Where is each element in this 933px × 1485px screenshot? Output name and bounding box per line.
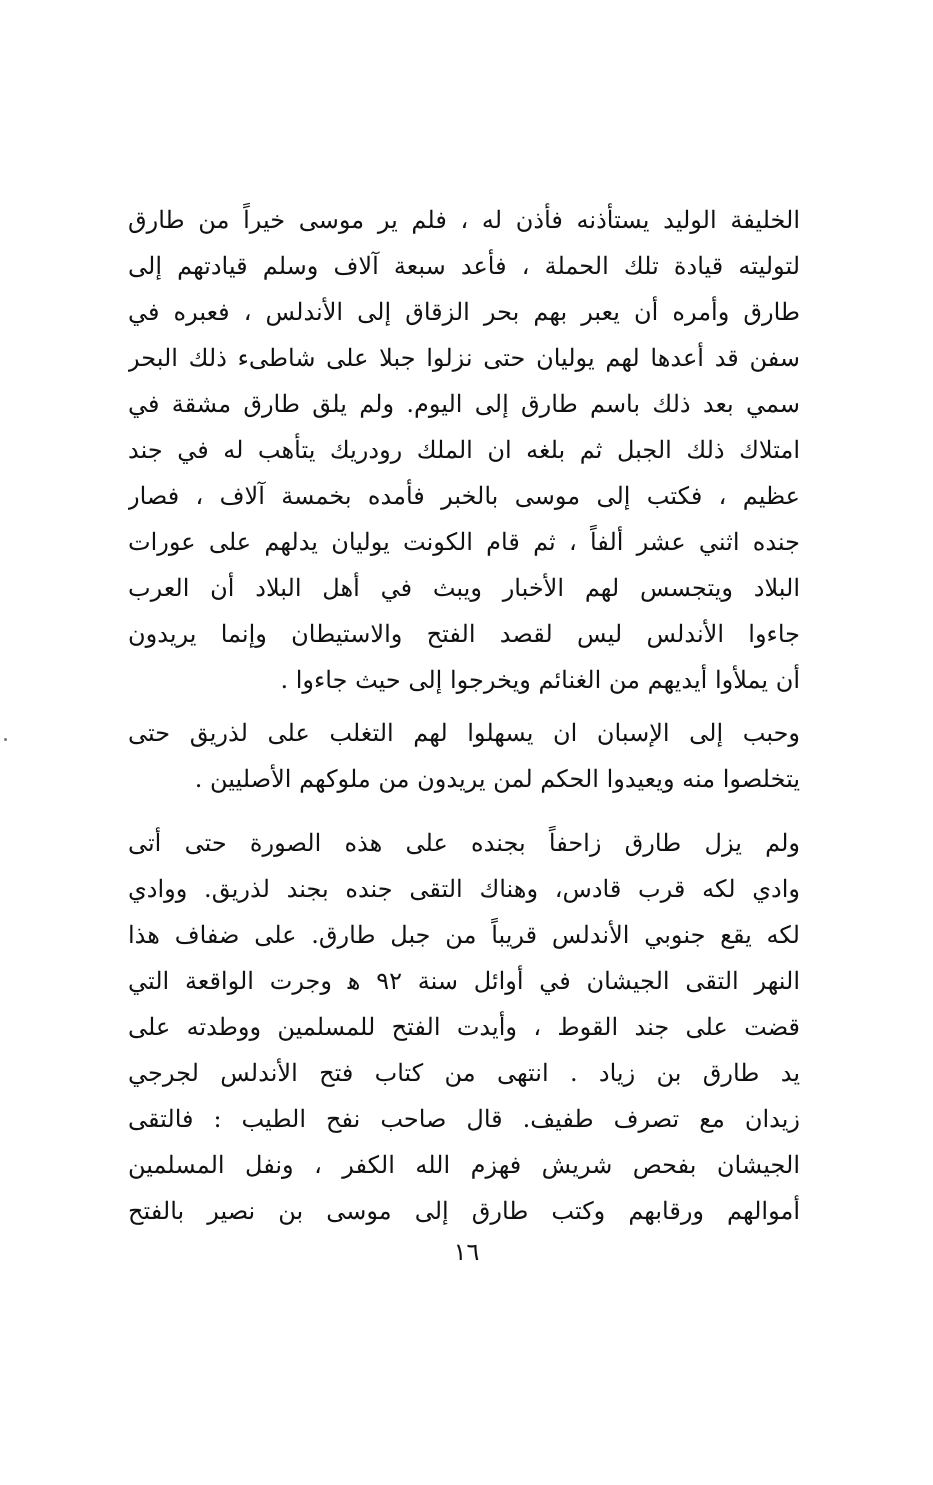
text-line: سفن قد أعدها لهم يوليان حتى نزلوا جبلا على شاطىء ذلك البحر [128,344,800,372]
text-line: يد طارق بن زياد . انتهى من كتاب فتح الأندلس لجرجي [128,1059,800,1087]
text-line: وادي لكه قرب قادس، وهناك التقى جنده بجند لذريق. ووادي [128,875,800,903]
page-number: ١٦ [453,1238,480,1266]
text-line: أموالهم ورقابهم وكتب طارق إلى موسى بن نصير بالفتح [128,1197,800,1225]
text-line: لتوليته قيادة تلك الحملة ، فأعد سبعة آلاف وسلم قيادتهم إلى [128,252,800,280]
paragraph-1 [128,197,800,703]
text-line: قضت على جند القوط ، وأيدت الفتح للمسلمين ووطدته على [128,1013,800,1041]
paragraph-3 [128,820,800,1234]
text-line: النهر التقى الجيشان في أوائل سنة ٩٢ ﻫ وجرت الواقعة التي [128,967,800,995]
text-line: الجيشان بفحص شريش فهزم الله الكفر ، ونفل المسلمين [128,1151,800,1179]
text-line: البلاد ويتجسس لهم الأخبار ويبث في أهل البلاد أن العرب [128,574,800,602]
text-line: لكه يقع جنوبي الأندلس قريباً من جبل طارق. على ضفاف هذا [128,921,800,949]
text-line: أن يملأوا أيديهم من الغنائم ويخرجوا إلى حيث جاءوا . [280,666,800,694]
text-line: جنده اثني عشر ألفاً ، ثم قام الكونت يوليان يدلهم على عورات [128,528,800,556]
text-line: زيدان مع تصرف طفيف. قال صاحب نفح الطيب : فالتقى [128,1105,800,1133]
text-line: عظيم ، فكتب إلى موسى بالخبر فأمده بخمسة آلاف ، فصار [128,482,800,510]
text-line: طارق وأمره أن يعبر بهم بحر الزقاق إلى الأندلس ، فعبره في [128,298,800,326]
text-line: سمي بعد ذلك باسم طارق إلى اليوم. ولم يلق طارق مشقة في [128,390,800,418]
text-line: وحبب إلى الإسبان ان يسهلوا لهم التغلب على لذريق حتى [128,719,800,747]
text-line: امتلاك ذلك الجبل ثم بلغه ان الملك رودريك يتأهب له في جند [128,436,800,464]
margin-speck [4,738,7,741]
text-line: جاءوا الأندلس ليس لقصد الفتح والاستيطان وإنما يريدون [128,620,800,648]
paragraph-2 [128,710,800,802]
text-line: ولم يزل طارق زاحفاً بجنده على هذه الصورة حتى أتى [128,829,800,857]
text-line: يتخلصوا منه ويعيدوا الحكم لمن يريدون من ملوكهم الأصليين . [194,765,800,793]
text-line: الخليفة الوليد يستأذنه فأذن له ، فلم ير موسى خيراً من طارق [128,206,800,234]
